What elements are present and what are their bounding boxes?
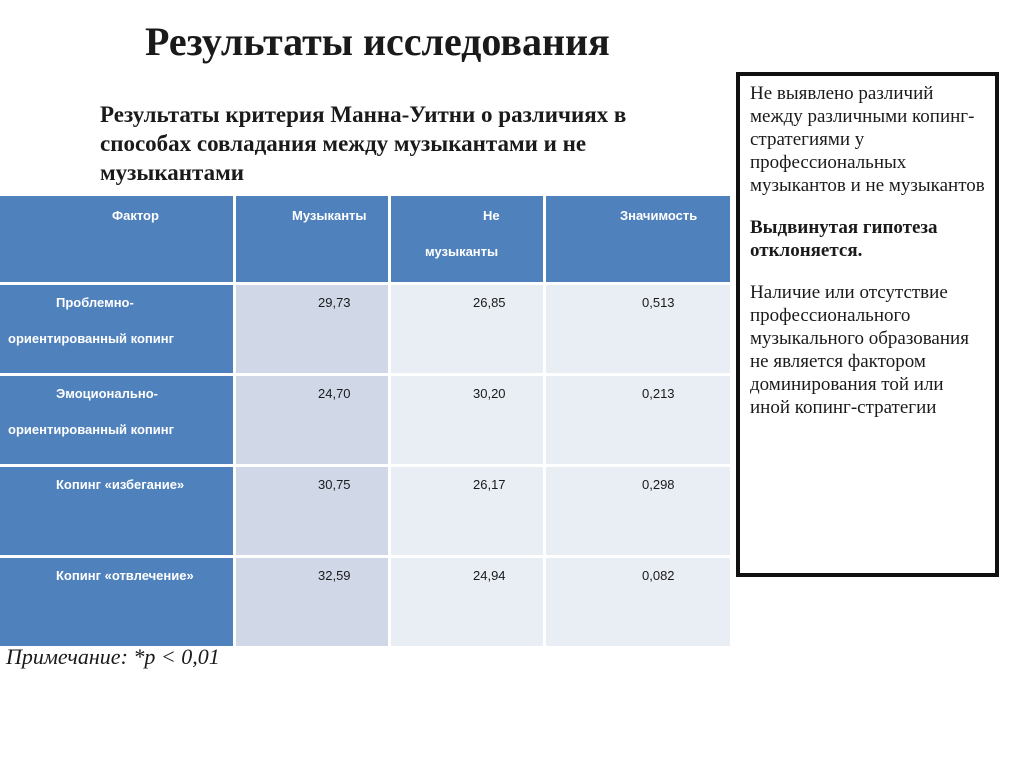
header-label: Фактор — [112, 208, 159, 223]
value-cell — [236, 467, 388, 555]
p-value: 0,298 — [642, 477, 675, 492]
slide-title: Результаты исследования — [145, 19, 610, 64]
factor-label: ориентированный копинг — [8, 331, 175, 346]
factor-cell — [0, 285, 233, 373]
factor-label: Копинг «избегание» — [56, 477, 185, 492]
non_musicians-value: 30,20 — [473, 386, 506, 401]
value-cell — [236, 558, 388, 646]
header-cell — [236, 196, 388, 282]
non_musicians-value: 26,85 — [473, 295, 506, 310]
header-label: Не музыканты — [425, 208, 500, 259]
header-label: Музыканты — [292, 208, 367, 223]
musicians-value: 24,70 — [318, 386, 351, 401]
non_musicians-value: 26,17 — [473, 477, 506, 492]
factor-label: Копинг «отвлечение» — [56, 568, 194, 583]
musicians-value: 29,73 — [318, 295, 351, 310]
value-cell — [391, 558, 543, 646]
conclusion-text-3: Наличие или отсутствие профессионального музыкального образования не является фактором доминирования той или иной копинг-стратегии — [750, 282, 969, 418]
value-cell — [236, 285, 388, 373]
value-cell — [546, 376, 730, 464]
musicians-value: 30,75 — [318, 477, 351, 492]
table-caption: Результаты критерия Манна-Уитни о различиях в способах совладания между музыкантами и не музыкантами — [100, 102, 627, 185]
header-cell — [391, 196, 543, 282]
factor-cell — [0, 467, 233, 555]
factor-label: Эмоционально- — [56, 386, 159, 401]
p-value: 0,213 — [642, 386, 675, 401]
conclusion-text-2: Выдвинутая гипотеза отклоняется. — [750, 217, 938, 261]
value-cell — [391, 285, 543, 373]
conclusion-box — [736, 72, 999, 577]
p-value: 0,513 — [642, 295, 675, 310]
non_musicians-value: 24,94 — [473, 568, 506, 583]
value-cell — [546, 558, 730, 646]
header-label: Значимость — [620, 208, 698, 223]
table-note: Примечание: *p < 0,01 — [6, 644, 220, 669]
value-cell — [391, 467, 543, 555]
factor-cell — [0, 558, 233, 646]
value-cell — [391, 376, 543, 464]
factor-label: ориентированный копинг — [8, 422, 175, 437]
conclusion-text-1: Не выявлено различий между различными копинг-стратегиями у профессиональных музыкантов и не музыкантов — [750, 83, 985, 196]
header-cell — [546, 196, 730, 282]
factor-label: Проблемно- — [56, 295, 134, 310]
musicians-value: 32,59 — [318, 568, 351, 583]
p-value: 0,082 — [642, 568, 675, 583]
value-cell — [546, 285, 730, 373]
value-cell — [236, 376, 388, 464]
results-table — [0, 196, 730, 635]
factor-cell — [0, 376, 233, 464]
value-cell — [546, 467, 730, 555]
header-cell — [0, 196, 233, 282]
